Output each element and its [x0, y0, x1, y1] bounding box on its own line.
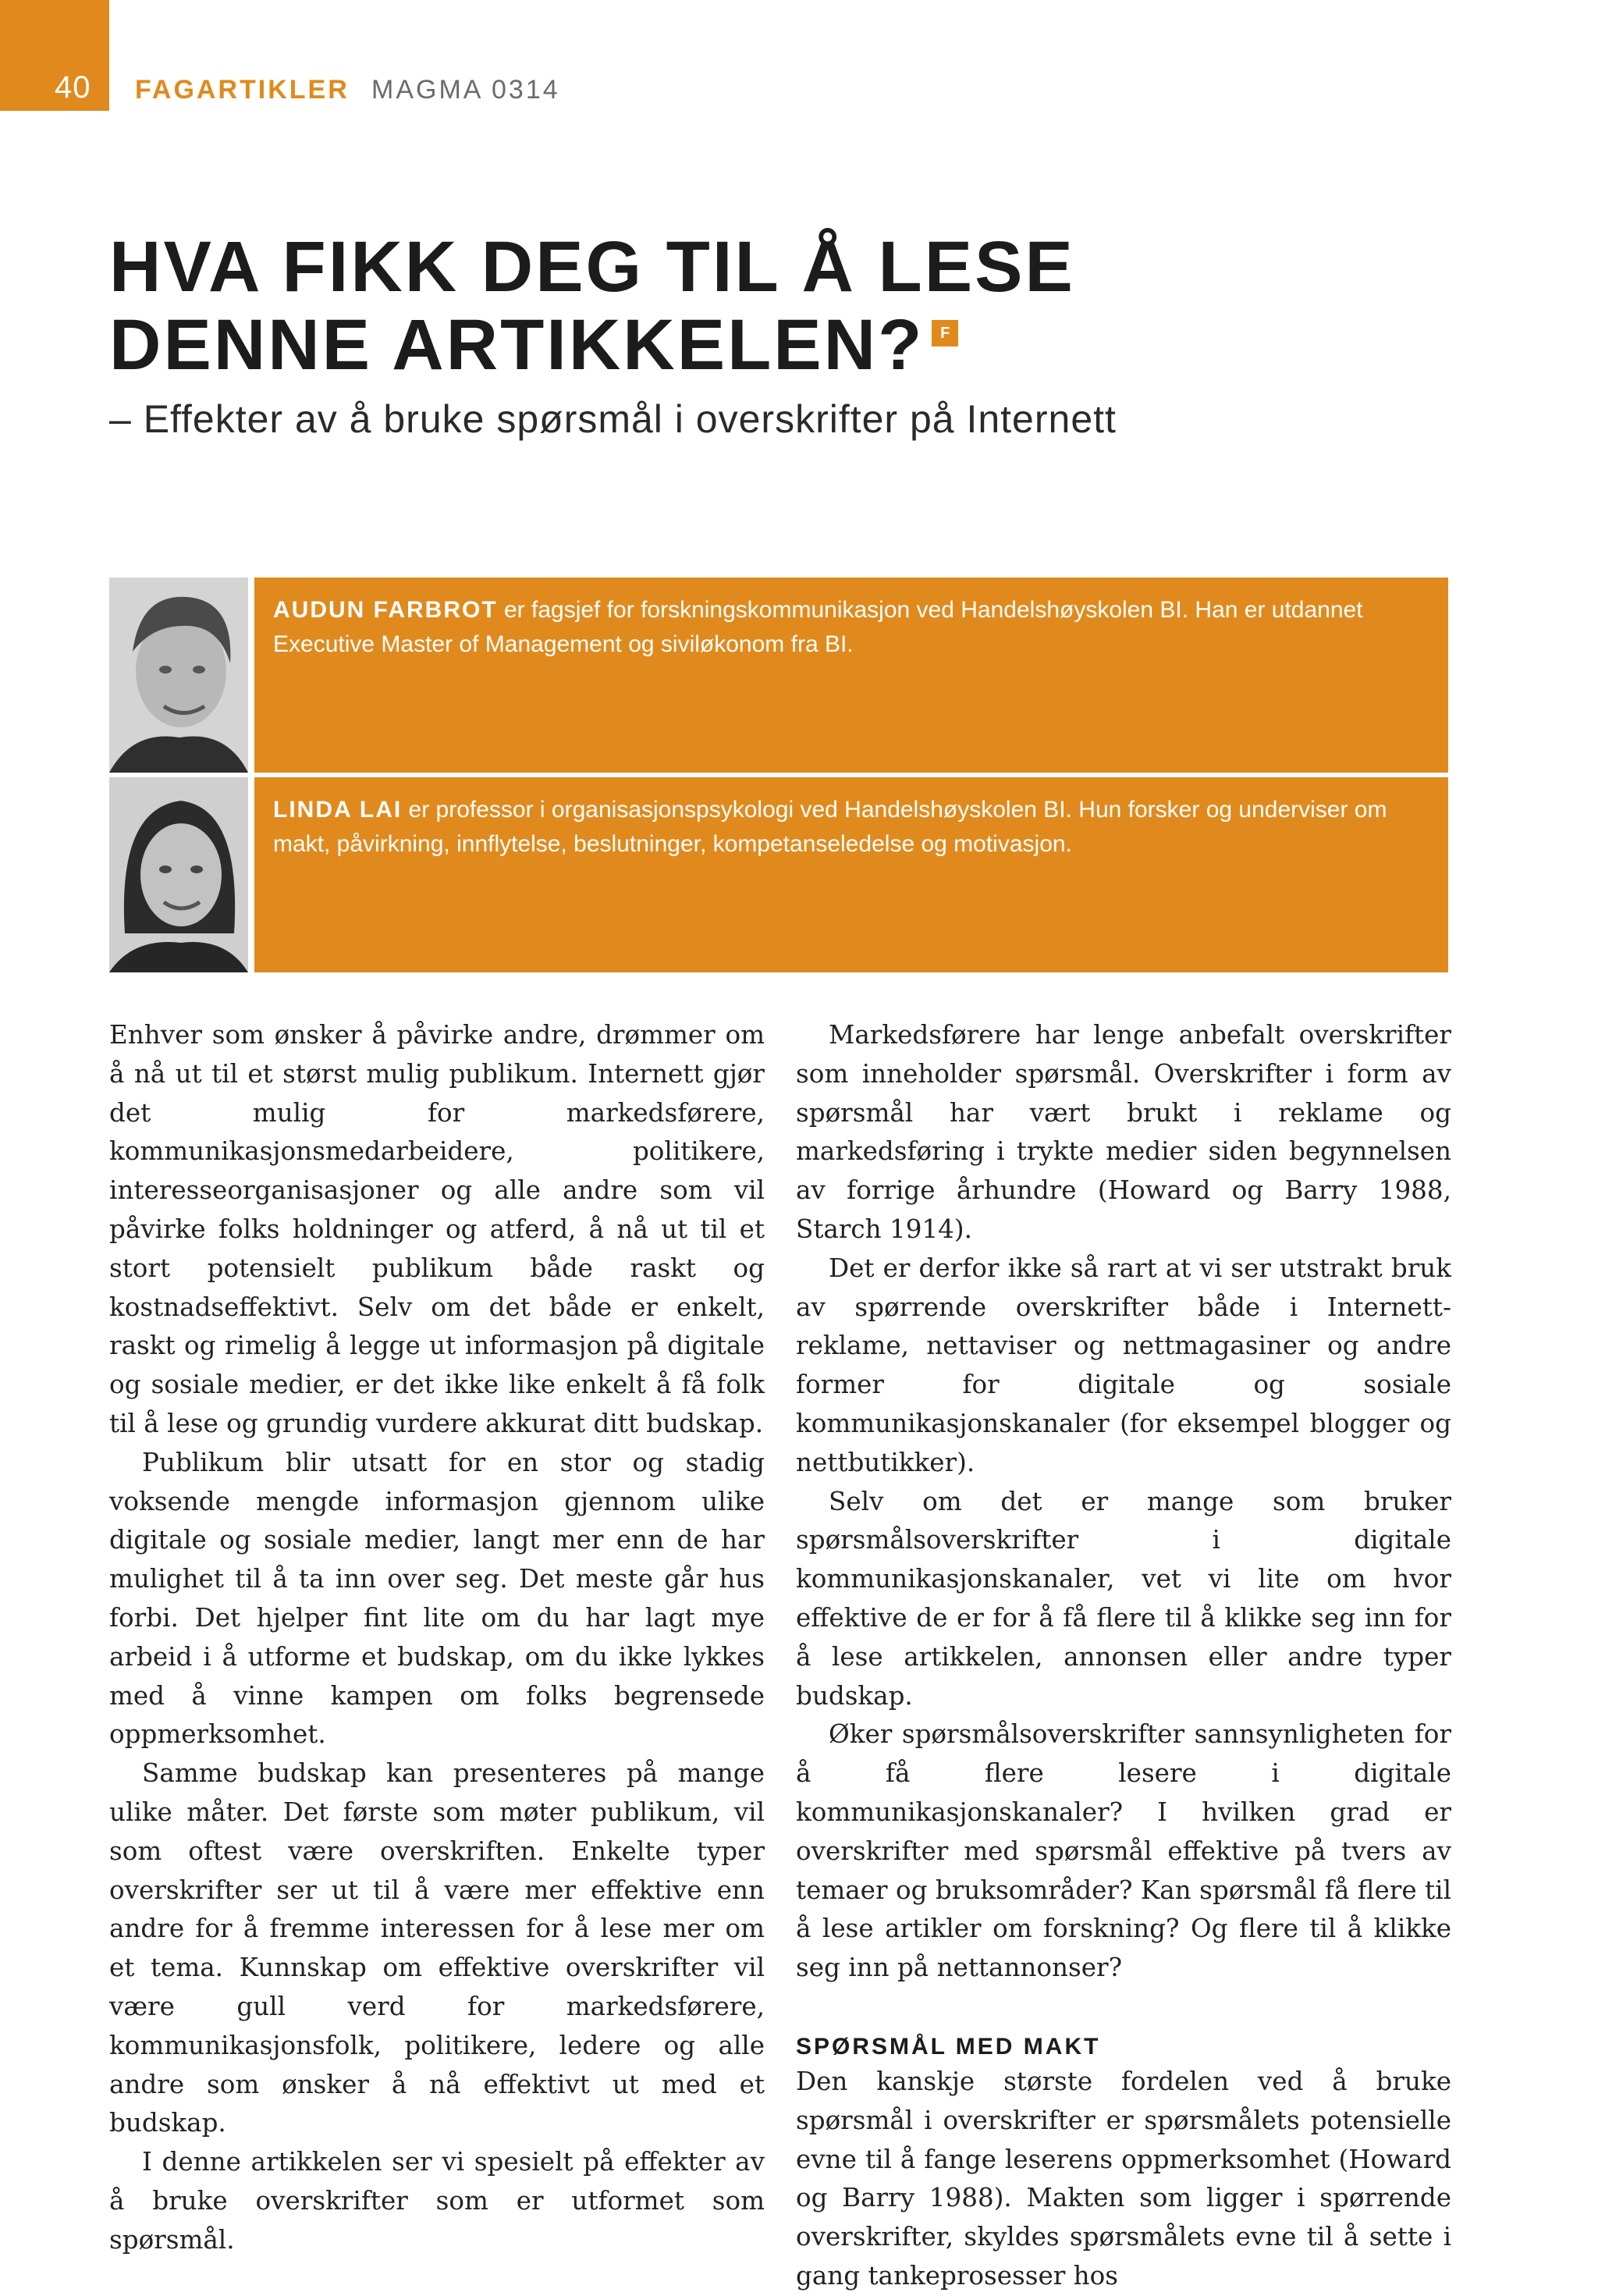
article-type-badge: F — [932, 320, 958, 347]
body-column-right — [796, 1016, 1451, 2296]
paragraph: Det er derfor ikke så rart at vi ser utstrakt bruk av spørrende overskrifter både i Internett-reklame, nettaviser og nettmagasiner og andre former for digitale og sosiale kommunikasjonskanaler (for eksempel blogger og nettbutikker). — [796, 1253, 1451, 1477]
author-photo — [109, 578, 248, 773]
section-label: FAGARTIKLER — [135, 75, 350, 105]
author-bio: er fagsjef for forskningskommunikasjon ved Handelshøyskolen BI. Han er utdannet Executive Master of Management og siviløkonom fra BI. — [273, 597, 1363, 657]
paragraph: Samme budskap kan presenteres på mange ulike måter. Det første som møter publikum, vil som oftest være overskriften. Enkelte typer overskrifter ser ut til å være mer effektive enn andre for å fremme interessen for å lese mer om et tema. Kunnskap om effektive overskrifter vil være gull verd for markedsførere, kommunikasjonsfolk, politikere, ledere og alle andre som ønsker å nå effektivt ut med et budskap. — [109, 1758, 765, 2138]
portrait-icon — [109, 777, 248, 972]
title-line-1: HVA FIKK DEG TIL Å LESE — [109, 227, 1075, 307]
paragraph: Selv om det er mange som bruker spørsmålsoverskrifter i digitale kommunikasjonskanaler, vet vi lite om hvor effektive de er for å få flere til å klikke seg inn for å lese artikkelen, annonsen eller andre typer budskap. — [796, 1486, 1451, 1711]
paragraph: Markedsførere har lenge anbefalt overskrifter som inneholder spørsmål. Overskrifter i form av spørsmål har vært brukt i reklame og markedsføring i trykte medier siden begynnelsen av forrige århundre (Howard og Barry 1988, Starch 1914). — [796, 1020, 1451, 1244]
paragraph: Øker spørsmålsoverskrifter sannsynligheten for å få flere lesere i digitale kommunikasjonskanaler? I hvilken grad er overskrifter med spørsmål effektive på tvers av temaer og bruksområder? Kan spørsmål få flere til å lese artikler om forskning? Og flere til å klikke seg inn på nettannonser? — [796, 1719, 1451, 1983]
article-subtitle: – Effekter av å bruke spørsmål i overskrifter på Internett — [109, 397, 1117, 441]
author-photo — [109, 777, 248, 972]
author-bio-box — [254, 777, 1448, 972]
portrait-icon — [109, 578, 248, 773]
author-name: LINDA LAI — [273, 797, 403, 823]
title-line-2: DENNE ARTIKKELEN? — [109, 305, 925, 385]
paragraph: I denne artikkelen ser vi spesielt på effekter av å bruke overskrifter som er utformet som spørsmål. — [109, 2147, 765, 2255]
article-title — [109, 228, 1358, 384]
paragraph: Den kanskje største fordelen ved å bruke spørsmål i overskrifter er spørsmålets potensielle evne til å fange leserens oppmerksomhet (Howard og Barry 1988). Makten som ligger i spørrende overskrifter, skyldes spørsmålets evne til å sette i gang tankeprosesser hos — [796, 2066, 1451, 2291]
author-card — [109, 777, 1448, 972]
author-name: AUDUN FARBROT — [273, 597, 498, 623]
author-card — [109, 578, 1448, 773]
page-number-tab — [0, 0, 109, 111]
paragraph: Publikum blir utsatt for en stor og stadig voksende mengde informasjon gjennom ulike digitale og sosiale medier, langt mer enn de har mulighet til å ta inn over seg. Det meste går hus forbi. Det hjelper fint lite om du har lagt mye arbeid i å utforme et budskap, om du ikke lykkes med å vinne kampen om folks begrensede oppmerksomhet. — [109, 1447, 765, 1750]
paragraph: Enhver som ønsker å påvirke andre, drømmer om å nå ut til et størst mulig publikum. Internett gjør det mulig for markedsførere, kommunikasjonsmedarbeidere, politikere, interesseorganisasjoner og alle andre som vil påvirke folks holdninger og atferd, å nå ut til et stort potensielt publikum både raskt og kostnadseffektivt. Selv om det både er enkelt, raskt og rimelig å legge ut informasjon på digitale og sosiale medier, er det ikke like enkelt å få folk til å lese og grundig vurdere akkurat ditt budskap. — [109, 1020, 765, 1438]
author-bio-box — [254, 578, 1448, 773]
section-heading: SPØRSMÅL MED MAKT — [796, 2033, 1101, 2060]
author-bio: er professor i organisasjonspsykologi ved Handelshøyskolen BI. Hun forsker og underviser om makt, påvirkning, innflytelse, beslutninger, kompetanseledelse og motivasjon. — [273, 797, 1387, 857]
body-column-left — [109, 1016, 765, 2260]
page-number: 40 — [55, 70, 91, 105]
magazine-issue: MAGMA 0314 — [371, 75, 560, 105]
